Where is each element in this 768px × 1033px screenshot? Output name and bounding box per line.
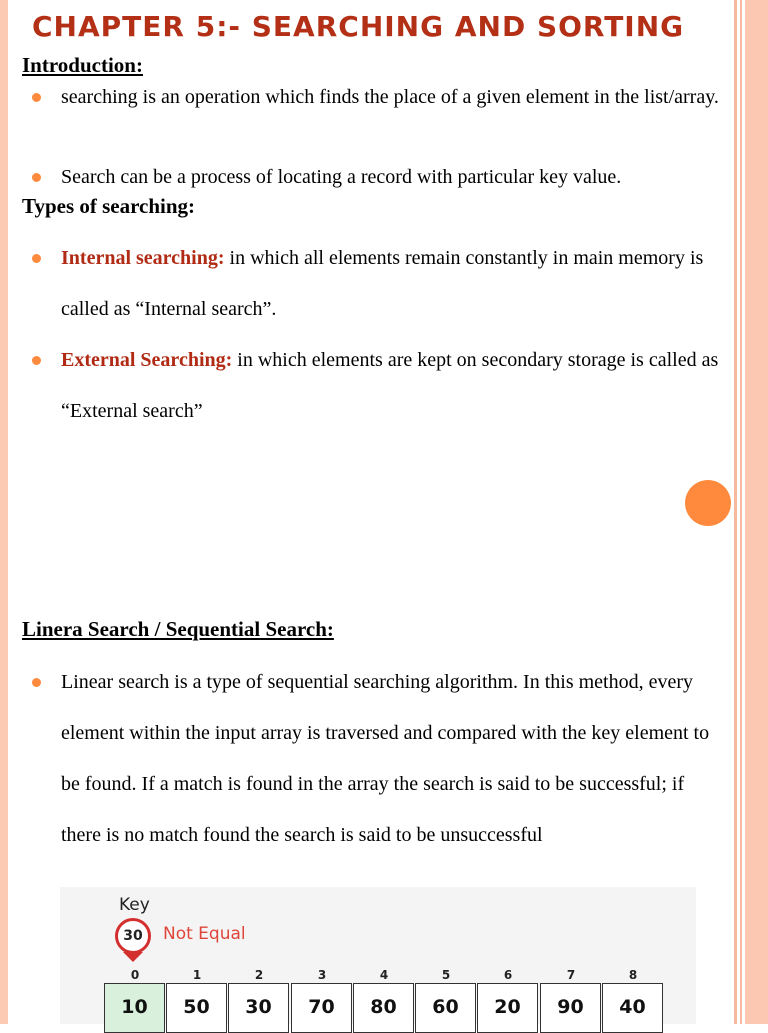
array-index: 1 xyxy=(192,968,202,982)
bullet-dot-icon xyxy=(32,254,41,263)
orange-circle-decoration xyxy=(685,480,731,526)
bullet-dot-icon xyxy=(32,356,41,365)
array-cell: 60 xyxy=(415,983,476,1033)
left-border-decoration xyxy=(0,0,8,1024)
array-index: 5 xyxy=(441,968,451,982)
array-index: 2 xyxy=(254,968,264,982)
array-cell: 40 xyxy=(602,983,663,1033)
bullet-dot-icon xyxy=(32,678,41,687)
array-index: 7 xyxy=(566,968,576,982)
key-label: Key xyxy=(119,895,150,915)
array-cell: 20 xyxy=(477,983,538,1033)
linear-search-diagram xyxy=(60,887,696,1024)
array-cell: 50 xyxy=(166,983,227,1033)
linear-search-description: Linear search is a type of sequential searching algorithm. In this method, every element within the input array is traversed and compared with the key element to be found. If a match is found in the array the search is said to be successful; if there is no match found the search is said to be unsuccessful xyxy=(61,671,710,846)
array-index: 8 xyxy=(628,968,638,982)
array-cell: 80 xyxy=(353,983,414,1033)
array-cell: 70 xyxy=(291,983,352,1033)
external-search-term: External Searching: xyxy=(61,349,233,371)
right-border-decoration xyxy=(734,0,768,1024)
key-value-badge: 30 xyxy=(115,918,151,954)
comparison-result: Not Equal xyxy=(163,924,246,944)
types-heading: Types of searching: xyxy=(22,194,196,218)
array-index: 4 xyxy=(379,968,389,982)
pointer-down-icon xyxy=(123,952,143,962)
bullet-dot-icon xyxy=(32,93,41,102)
array-cell: 30 xyxy=(228,983,289,1033)
internal-search-text: in which all elements remain constantly in main memory is called as “Internal search”. xyxy=(61,247,704,320)
bullet-dot-icon xyxy=(32,173,41,182)
array-index: 3 xyxy=(317,968,327,982)
intro-bullet-1: searching is an operation which finds the place of a given element in the list/array. xyxy=(61,86,719,108)
intro-bullet-2: Search can be a process of locating a record with particular key value. xyxy=(61,166,622,188)
array-cell: 90 xyxy=(540,983,601,1033)
array-cell: 10 xyxy=(104,983,165,1033)
external-search-item xyxy=(61,335,731,437)
array-index: 6 xyxy=(503,968,513,982)
internal-search-item xyxy=(61,233,731,335)
external-search-text: in which elements are kept on secondary storage is called as “External search” xyxy=(61,349,719,422)
array-index: 0 xyxy=(130,968,140,982)
page-title: CHAPTER 5:- SEARCHING AND SORTING xyxy=(32,10,685,43)
linear-search-heading: Linera Search / Sequential Search: xyxy=(22,617,334,641)
introduction-heading: Introduction: xyxy=(22,53,143,77)
internal-search-term: Internal searching: xyxy=(61,247,225,269)
